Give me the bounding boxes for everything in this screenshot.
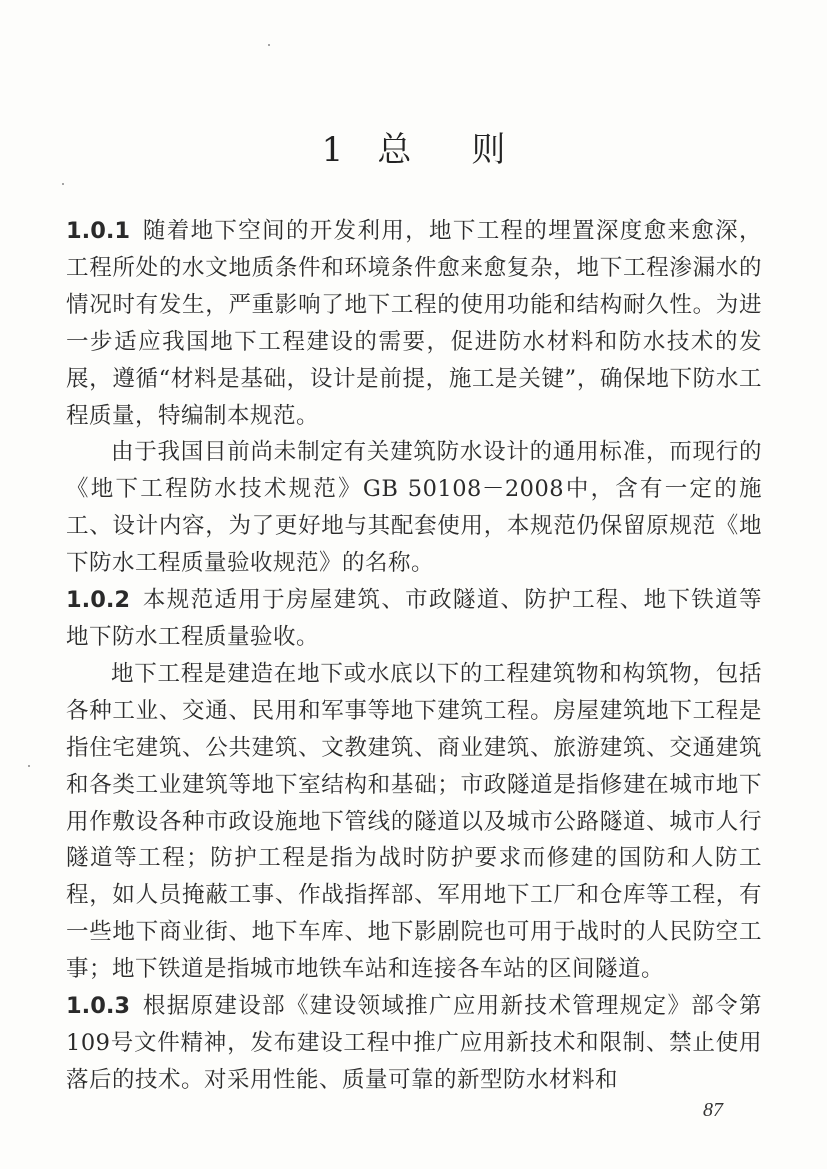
chapter-title-part2: 则 xyxy=(471,130,506,170)
clause-number: 1.0.3 xyxy=(66,993,131,1020)
chapter-number: 1 xyxy=(321,130,344,170)
scan-speck xyxy=(62,183,64,185)
chapter-title-part1: 总 xyxy=(377,130,412,170)
paragraph-text: 由于我国目前尚未制定有关建筑防水设计的通用标准，而现行的《地下工程防水技术规范》GB 50108－2008中，含有一定的施工、设计内容，为了更好地与其配套使用，本规范仍保留原规范《地下防水工程质量验收规范》的名称。 xyxy=(66,439,762,577)
paragraph-text: 根据原建设部《建设领域推广应用新技术管理规定》部令第109号文件精神，发布建设工程中推广应用新技术和限制、禁止使用落后的技术。对采用性能、质量可靠的新型防水材料和 xyxy=(66,993,762,1093)
explanation-paragraph xyxy=(66,434,762,582)
paragraph-text: 本规范适用于房屋建筑、市政隧道、防护工程、地下铁道等地下防水工程质量验收。 xyxy=(66,587,762,650)
clause-paragraph xyxy=(66,988,762,1099)
clause-paragraph xyxy=(66,213,762,434)
paragraph-text: 随着地下空间的开发利用，地下工程的埋置深度愈来愈深，工程所处的水文地质条件和环境条件愈来愈复杂，地下工程渗漏水的情况时有发生，严重影响了地下工程的使用功能和结构耐久性。为进一步适应我国地下工程建设的需要，促进防水材料和防水技术的发展，遵循“材料是基础，设计是前提，施工是关键”，确保地下防水工程质量，特编制本规范。 xyxy=(66,218,762,429)
clause-number: 1.0.2 xyxy=(66,587,131,614)
body-text xyxy=(66,213,762,1099)
chapter-title xyxy=(0,122,827,171)
scan-speck xyxy=(28,765,30,767)
page-number: 87 xyxy=(703,1099,723,1121)
explanation-paragraph xyxy=(66,656,762,988)
paragraph-text: 地下工程是建造在地下或水底以下的工程建筑物和构筑物，包括各种工业、交通、民用和军事等地下建筑工程。房屋建筑地下工程是指住宅建筑、公共建筑、文教建筑、商业建筑、旅游建筑、交通建筑和各类工业建筑等地下室结构和基础；市政隧道是指修建在城市地下用作敷设各种市政设施地下管线的隧道以及城市公路隧道、城市人行隧道等工程；防护工程是指为战时防护要求而修建的国防和人防工程，如人员掩蔽工事、作战指挥部、军用地下工厂和仓库等工程，有一些地下商业街、地下车库、地下影剧院也可用于战时的人民防空工事；地下铁道是指城市地铁车站和连接各车站的区间隧道。 xyxy=(66,660,762,983)
scan-speck xyxy=(268,44,270,46)
clause-number: 1.0.1 xyxy=(66,218,131,244)
clause-paragraph xyxy=(66,582,762,656)
